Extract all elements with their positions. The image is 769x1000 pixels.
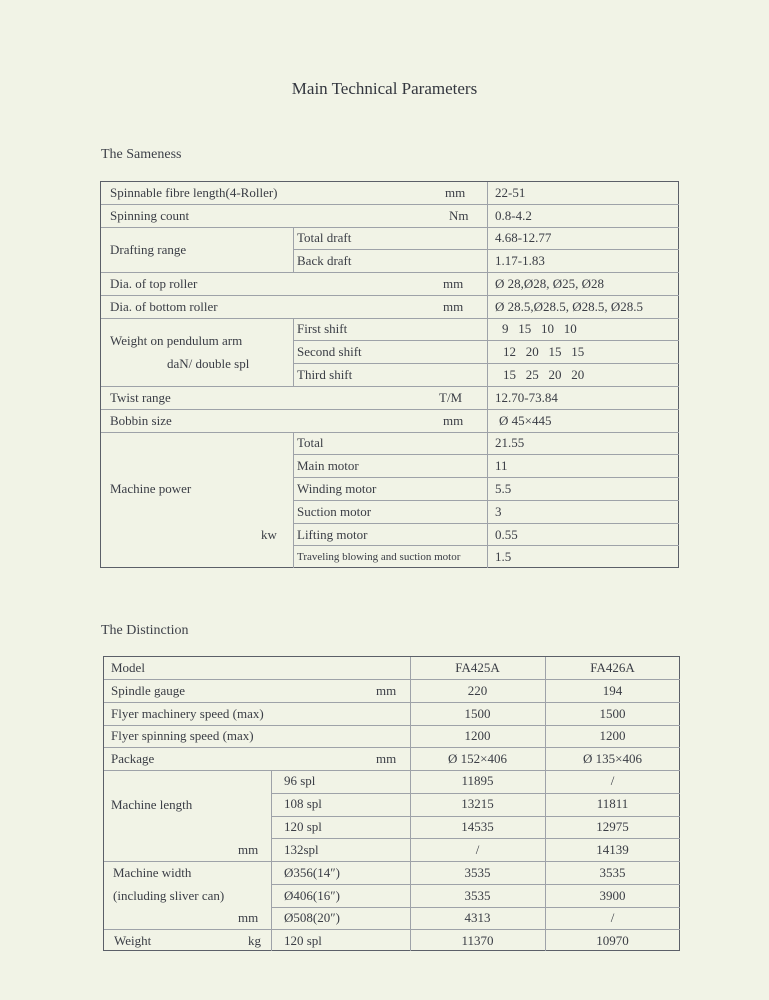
value-fa425a: Ø 152×406 [448,751,507,766]
value-fa425a: 11895 [461,773,494,788]
sub-label: Lifting motor [297,527,368,542]
param-value: 1.17-1.83 [495,253,545,268]
sub-label: 108 spl [284,796,322,811]
value-fa426a: Ø 135×406 [583,751,642,766]
sub-label: Third shift [297,367,353,382]
param-label: Flyer spinning speed (max) [111,728,254,743]
param-label: Weight [114,933,152,948]
param-value: 22-51 [495,185,526,200]
param-label: Flyer machinery speed (max) [111,706,264,721]
sub-label: 132spl [284,842,319,857]
param-label: Dia. of top roller [110,276,198,291]
value-fa425a: 220 [467,683,488,698]
sub-label: Second shift [297,344,362,359]
value-fa425a: 3535 [464,865,491,880]
unit-label: mm [376,683,397,698]
unit-label: Nm [449,208,469,223]
value-fa426a: 3535 [599,865,626,880]
unit-label: mm [443,276,464,291]
sub-label: First shift [297,321,348,336]
sub-label: Ø508(20″) [284,910,340,925]
sub-label: 120 spl [284,819,322,834]
unit-label: mm [376,751,397,766]
param-label: Spindle gauge [111,683,186,698]
sub-label: Traveling blowing and suction motor [297,551,461,563]
value-fa425a: / [475,842,480,857]
unit-label: mm [238,910,259,925]
value-fa425a: 14535 [461,819,494,834]
value-fa426a: / [610,773,615,788]
param-value: 5.5 [495,481,512,496]
param-label: Dia. of bottom roller [110,299,218,314]
value-fa426a: 194 [602,683,623,698]
unit-label: T/M [439,390,463,405]
sub-label: Total [297,435,324,450]
param-value: 1.5 [495,549,512,564]
param-label: daN/ double spl [167,356,250,371]
model-fa425a: FA425A [455,660,500,675]
value-fa426a: 14139 [596,842,629,857]
param-label: Package [111,751,155,766]
model-fa426a: FA426A [590,660,635,675]
value-fa426a: 3900 [599,888,626,903]
value-fa426a: 1500 [599,706,626,721]
distinction-heading: The Distinction [101,623,189,638]
sameness-heading: The Sameness [101,147,182,162]
param-value: 0.8-4.2 [495,208,532,223]
value-fa425a: 11370 [461,933,494,948]
param-value: Ø 45×445 [499,413,552,428]
param-value: 21.55 [495,435,525,450]
sub-label: Winding motor [297,481,377,496]
sub-label: Suction motor [297,504,372,519]
distinction-table [103,656,680,951]
value-fa426a: / [610,910,615,925]
unit-label: kw [261,527,277,542]
unit-label: mm [445,185,466,200]
param-value: 11 [495,458,508,473]
value-fa426a: 10970 [596,933,629,948]
value-fa425a: 3535 [464,888,491,903]
param-value: Ø 28,Ø28, Ø25, Ø28 [495,276,605,291]
unit-label: mm [443,299,464,314]
param-value: 12 20 15 15 [503,344,585,359]
param-value: Ø 28.5,Ø28.5, Ø28.5, Ø28.5 [495,299,644,314]
sub-label: 96 spl [284,773,316,788]
value-fa426a: 11811 [596,796,629,811]
param-label: Drafting range [110,242,187,257]
param-label: Weight on pendulum arm [110,333,243,348]
value-fa425a: 1500 [464,706,491,721]
param-value: 4.68-12.77 [495,230,552,245]
param-label: Bobbin size [110,413,172,428]
sub-label: Main motor [297,458,359,473]
sub-label: Back draft [297,253,352,268]
param-label: Machine length [111,797,193,812]
model-label: Model [111,660,145,675]
param-label: (including sliver can) [113,888,225,903]
value-fa426a: 12975 [596,819,629,834]
param-value: 3 [495,504,502,519]
value-fa425a: 13215 [461,796,494,811]
unit-label: mm [443,413,464,428]
sub-label: Ø356(14″) [284,865,340,880]
param-value: 15 25 20 20 [503,367,585,382]
unit-label: kg [248,933,261,948]
value-fa425a: 1200 [464,728,491,743]
sub-label: Ø406(16″) [284,888,340,903]
param-value: 9 15 10 10 [502,321,577,336]
value-fa426a: 1200 [599,728,626,743]
sub-label: 120 spl [284,933,322,948]
value-fa425a: 4313 [464,910,491,925]
sub-label: Total draft [297,230,352,245]
param-value: 0.55 [495,527,518,542]
unit-label: mm [238,842,259,857]
param-label: Machine power [110,481,192,496]
page-title: Main Technical Parameters [291,79,478,98]
param-label: Spinning count [110,208,190,223]
param-label: Twist range [110,390,171,405]
param-value: 12.70-73.84 [495,390,558,405]
param-label: Spinnable fibre length(4-Roller) [110,185,278,200]
sameness-table [100,181,679,568]
param-label: Machine width [113,865,192,880]
